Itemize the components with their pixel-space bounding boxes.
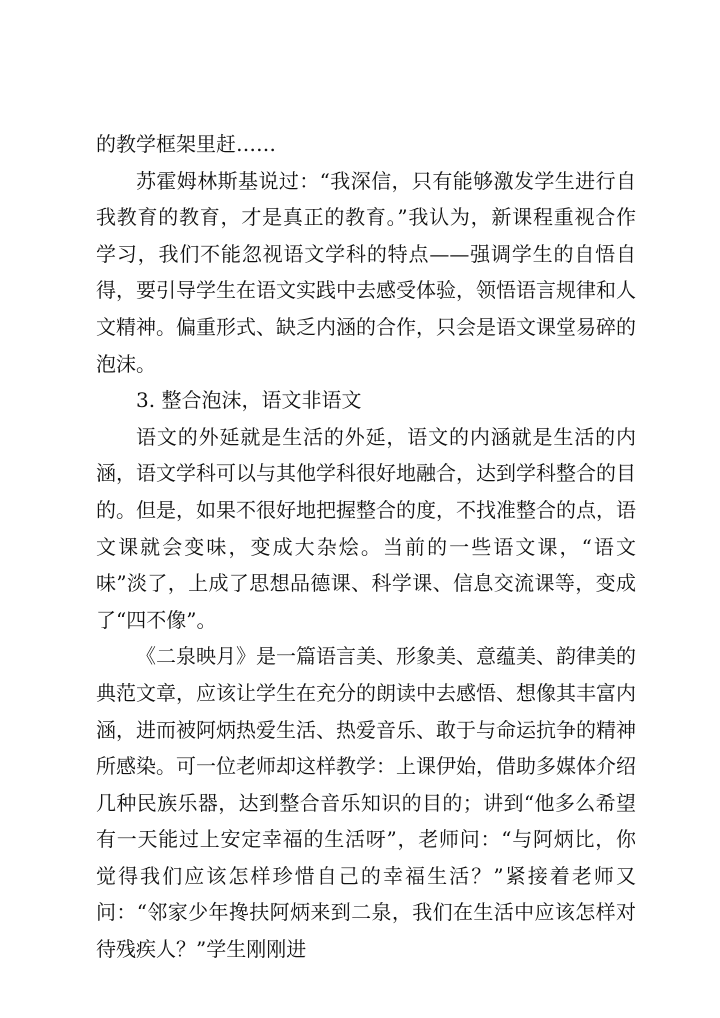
paragraph-integration: 语文的外延就是生活的外延，语文的内涵就是生活的内涵，语文学科可以与其他学科很好地融合，达到学科整合的目的。但是，如果不很好地把握整合的度，不找准整合的点，语文课就会变味，变成大杂烩。当前的一些语文课，“语文味”淡了，上成了思想品德课、科学课、信息交流课等，变成了“四不像”。 (96, 424, 636, 632)
paragraph-quote-sukhomlinsky: 苏霍姆林斯基说过：“我深信，只有能够激发学生进行自我教育的教育，才是真正的教育。”我认为，新课程重视合作学习，我们不能忽视语文学科的特点——强调学生的自悟自得，要引导学生在语文实践中去感受体验，领悟语言规律和人文精神。偏重形式、缺乏内涵的合作，只会是语文课堂易碎的泡沫。 (96, 168, 636, 376)
paragraph-erquan-yingyue: 《二泉映月》是一篇语言美、形象美、意蕴美、韵律美的典范文章，应该让学生在充分的朗读中去感悟、想像其丰富内涵，进而被阿炳热爱生活、热爱音乐、敢于与命运抗争的精神所感染。可一位老师却这样教学：上课伊始，借助多媒体介绍几种民族乐器，达到整合音乐知识的目的；讲到“他多么希望有一天能过上安定幸福的生活呀”，老师问：“与阿炳比，你觉得我们应该怎样珍惜自己的幸福生活？”紧接着老师又问：“邻家少年搀扶阿炳来到二泉，我们在生活中应该怎样对待残疾人？”学生刚刚进 (96, 644, 636, 962)
paragraph-continuation: 的教学框架里赶…… (96, 132, 276, 156)
document-body (96, 126, 636, 968)
section-heading: 3. 整合泡沫，语文非语文 (136, 388, 362, 413)
